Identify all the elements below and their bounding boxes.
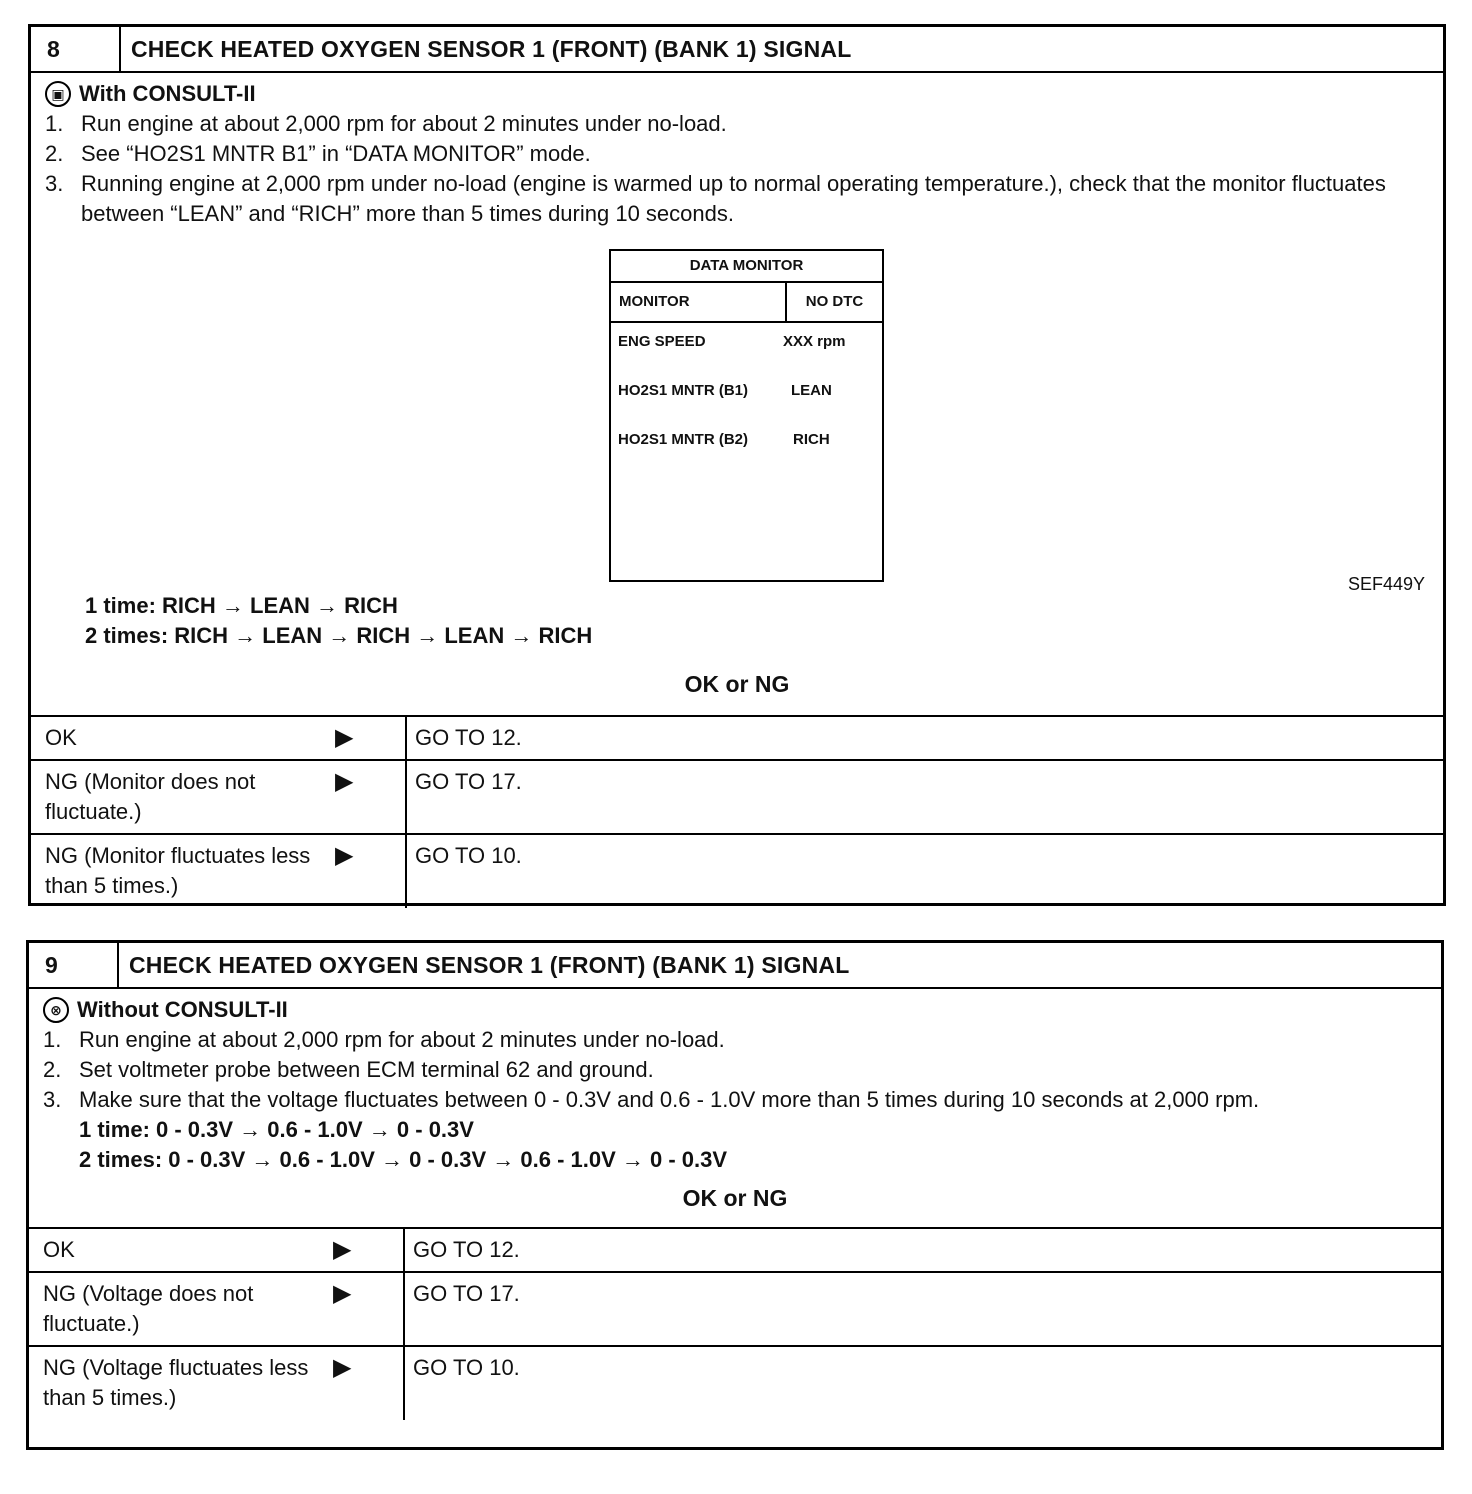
- sequence-1: 1 time: RICH → LEAN → RICH: [85, 593, 398, 618]
- result-condition: NG (Monitor does not fluctuate.): [31, 760, 335, 834]
- result-goto: GO TO 10.: [406, 834, 1443, 908]
- sequence-2: 2 times: RICH → LEAN → RICH → LEAN → RICH: [85, 623, 593, 648]
- figure-reference: SEF449Y: [1347, 574, 1425, 594]
- consult-icon: ▣: [45, 81, 71, 107]
- monitor-status: NO DTC: [805, 293, 864, 310]
- monitor-col-label: MONITOR: [611, 283, 787, 321]
- arrow-right-icon: ▶: [333, 1228, 404, 1272]
- result-condition: NG (Voltage does not fluctuate.): [29, 1272, 333, 1346]
- result-condition: OK: [29, 1228, 333, 1272]
- monitor-title: DATA MONITOR: [611, 251, 882, 283]
- result-condition: NG (Monitor fluctuates less than 5 times.): [31, 834, 335, 908]
- step-8-header: [31, 27, 1443, 73]
- monitor-row: ENG SPEED XXX rpm: [618, 333, 846, 350]
- list-item: 2. See “HO2S1 MNTR B1” in “DATA MONITOR” mode.: [45, 141, 591, 166]
- sequence-examples: [45, 591, 592, 651]
- procedure-steps: [43, 1025, 1427, 1115]
- table-row: [29, 1272, 1441, 1346]
- data-monitor-panel: [609, 249, 884, 582]
- result-goto: GO TO 10.: [404, 1346, 1441, 1420]
- ok-ng-heading: OK or NG: [682, 1185, 788, 1211]
- step-title: CHECK HEATED OXYGEN SENSOR 1 (FRONT) (BANK 1) SIGNAL: [129, 951, 850, 978]
- sequence-1: 1 time: 0 - 0.3V → 0.6 - 1.0V → 0 - 0.3V: [79, 1117, 474, 1142]
- procedure-steps: [45, 109, 1429, 229]
- table-row: [29, 1228, 1441, 1272]
- ok-ng-heading: OK or NG: [684, 671, 790, 697]
- table-row: [31, 760, 1443, 834]
- arrow-right-icon: ▶: [333, 1346, 404, 1420]
- step-number: 8: [31, 27, 121, 71]
- step-8-box: [28, 24, 1446, 906]
- mode-line: [45, 79, 1429, 109]
- table-row: [31, 834, 1443, 908]
- table-row: [31, 716, 1443, 760]
- arrow-right-icon: ▶: [335, 716, 406, 760]
- mode-line: [43, 995, 1427, 1025]
- step-9-content: [29, 989, 1441, 1215]
- no-consult-icon: ⊗: [43, 997, 69, 1023]
- result-goto: GO TO 17.: [406, 760, 1443, 834]
- monitor-header: [611, 283, 882, 323]
- monitor-row: HO2S1 MNTR (B2) RICH: [618, 431, 830, 448]
- list-item: 1. Run engine at about 2,000 rpm for about 2 minutes under no-load.: [45, 111, 727, 136]
- monitor-row: HO2S1 MNTR (B1) LEAN: [618, 382, 832, 399]
- step-title: CHECK HEATED OXYGEN SENSOR 1 (FRONT) (BANK 1) SIGNAL: [131, 35, 852, 62]
- list-item: 3. Running engine at 2,000 rpm under no-load (engine is warmed up to normal operating temperature.), check that the monitor fluctuates between “LEAN” and “RICH” more than 5 times during 10 seconds.: [45, 171, 1386, 226]
- arrow-right-icon: ▶: [335, 760, 406, 834]
- result-condition: NG (Voltage fluctuates less than 5 times.): [29, 1346, 333, 1420]
- result-condition: OK: [31, 716, 335, 760]
- step-9-header: [29, 943, 1441, 989]
- list-item: 1. Run engine at about 2,000 rpm for about 2 minutes under no-load.: [43, 1027, 725, 1052]
- mode-label: With CONSULT-II: [79, 81, 256, 106]
- list-item: 3. Make sure that the voltage fluctuates between 0 - 0.3V and 0.6 - 1.0V more than 5 times during 10 seconds at 2,000 rpm.: [43, 1087, 1260, 1112]
- result-goto: GO TO 17.: [404, 1272, 1441, 1346]
- result-goto: GO TO 12.: [406, 716, 1443, 760]
- arrow-right-icon: ▶: [333, 1272, 404, 1346]
- step-number: 9: [29, 943, 119, 987]
- table-row: [29, 1346, 1441, 1420]
- sequence-2: 2 times: 0 - 0.3V → 0.6 - 1.0V → 0 - 0.3V → 0.6 - 1.0V → 0 - 0.3V: [79, 1147, 728, 1172]
- mode-label: Without CONSULT-II: [77, 997, 288, 1022]
- step-8-content: [31, 73, 1443, 701]
- list-item: 2. Set voltmeter probe between ECM terminal 62 and ground.: [43, 1057, 654, 1082]
- result-table: [31, 715, 1443, 908]
- result-goto: GO TO 12.: [404, 1228, 1441, 1272]
- step-9-box: [26, 940, 1444, 1450]
- arrow-right-icon: ▶: [335, 834, 406, 908]
- result-table: [29, 1227, 1441, 1420]
